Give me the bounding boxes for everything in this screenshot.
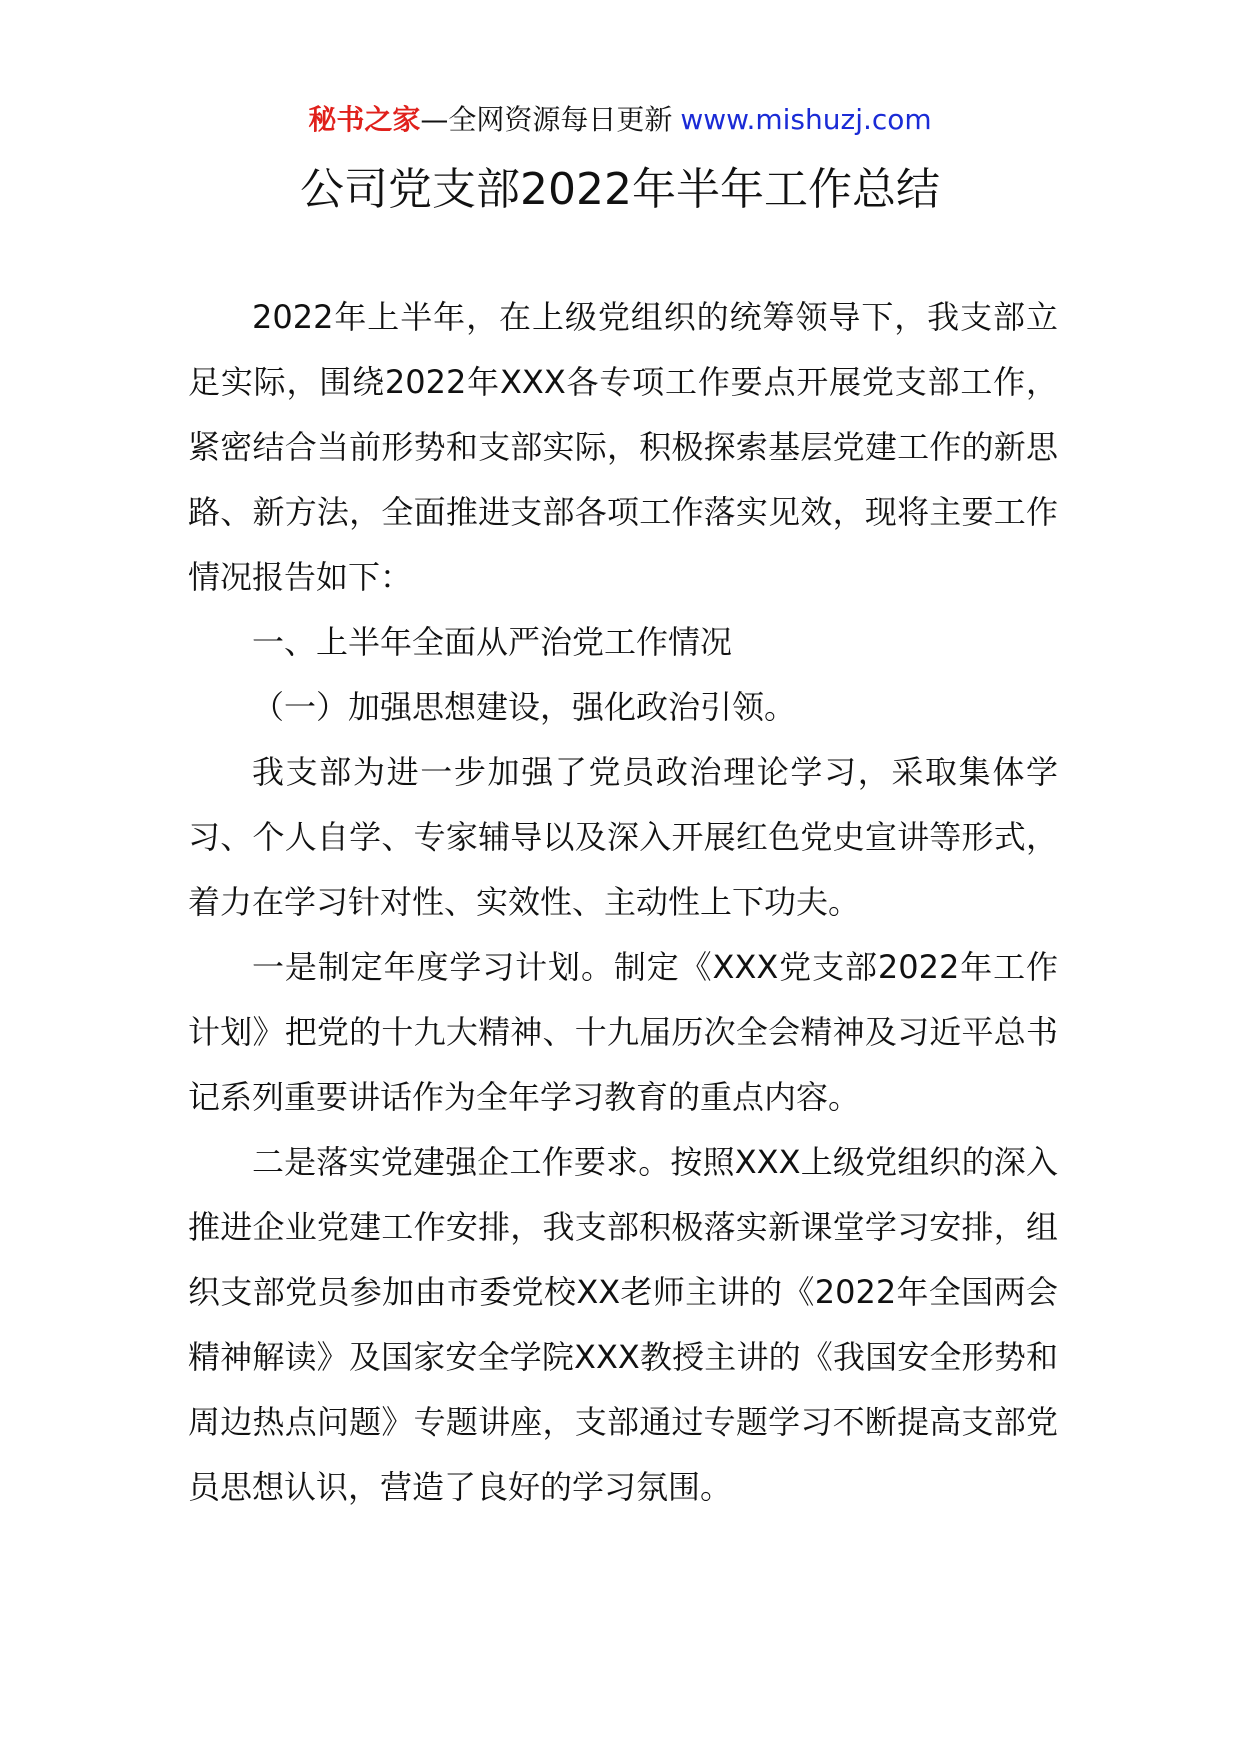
site-link[interactable]: www.mishuzj.com	[680, 103, 932, 136]
document-body	[188, 285, 1058, 1520]
brand-name: 秘书之家	[308, 103, 421, 136]
paragraph-party-building: 二是落实党建强企工作要求。按照XXX上级党组织的深入推进企业党建工作安排，我支部积极落实新课堂学习安排，组织支部党员参加由市委党校XX老师主讲的《2022年全国两会精神解读》及国家安全学院XXX教授主讲的《我国安全形势和周边热点问题》专题讲座，支部通过专题学习不断提高支部党员思想认识，营造了良好的学习氛围。	[188, 1143, 1058, 1506]
header-tagline: —全网资源每日更新	[420, 103, 673, 136]
paragraph-intro: 2022年上半年，在上级党组织的统筹领导下，我支部立足实际，围绕2022年XXX各专项工作要点开展党支部工作，紧密结合当前形势和支部实际，积极探索基层党建工作的新思路、新方法，全面推进支部各项工作落实见效，现将主要工作情况报告如下：	[188, 298, 1058, 596]
document-title: 公司党支部2022年半年工作总结	[300, 164, 940, 215]
section-heading: 一、上半年全面从严治党工作情况	[252, 623, 733, 661]
paragraph-study-methods: 我支部为进一步加强了党员政治理论学习，采取集体学习、个人自学、专家辅导以及深入开展红色党史宣讲等形式，着力在学习针对性、实效性、主动性上下功夫。	[188, 753, 1058, 921]
site-header	[0, 100, 1240, 140]
subsection-heading: （一）加强思想建设，强化政治引领。	[252, 688, 797, 726]
paragraph-study-plan: 一是制定年度学习计划。制定《XXX党支部2022年工作计划》把党的十九大精神、十九届历次全会精神及习近平总书记系列重要讲话作为全年学习教育的重点内容。	[188, 948, 1058, 1116]
